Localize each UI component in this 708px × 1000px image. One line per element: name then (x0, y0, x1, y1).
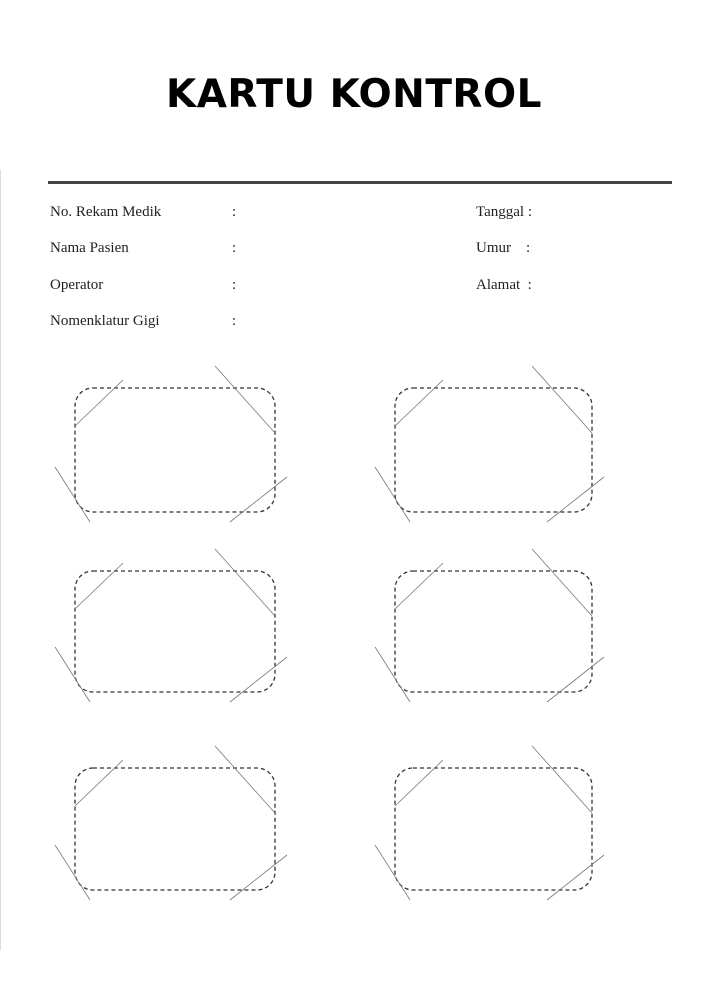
page-title: KARTU KONTROL (166, 72, 542, 117)
field-umur: Umur : (476, 240, 531, 256)
tooth-box (375, 746, 604, 900)
field-label: No. Rekam Medik (50, 204, 162, 220)
tooth-box (55, 746, 287, 900)
corner-guide-line (532, 366, 592, 433)
corner-guide-line (230, 477, 287, 522)
tooth-box (55, 549, 287, 702)
dashed-tooth-outline (395, 388, 592, 512)
corner-guide-line (215, 366, 275, 433)
corner-guide-line (75, 760, 123, 806)
field-label: Operator (50, 277, 104, 293)
dashed-tooth-outline (75, 768, 275, 890)
corner-guide-line (547, 855, 604, 900)
tooth-box (375, 549, 604, 702)
corner-guide-line (375, 647, 410, 702)
corner-guide-line (215, 746, 275, 813)
corner-guide-line (532, 746, 592, 813)
dashed-tooth-outline (395, 768, 592, 890)
dashed-tooth-outline (75, 571, 275, 692)
tooth-box (375, 366, 604, 522)
field-alamat: Alamat : (476, 277, 532, 293)
field-separator: : (232, 313, 237, 329)
corner-guide-line (55, 647, 90, 702)
corner-guide-line (75, 380, 123, 426)
corner-guide-line (230, 855, 287, 900)
corner-guide-line (532, 549, 592, 616)
tooth-box (55, 366, 287, 522)
corner-guide-line (395, 563, 443, 609)
corner-guide-line (395, 760, 443, 806)
field-separator: : (232, 204, 237, 220)
corner-guide-line (55, 467, 90, 522)
dashed-tooth-outline (75, 388, 275, 512)
corner-guide-line (75, 563, 123, 609)
field-separator: : (232, 277, 237, 293)
corner-guide-line (395, 380, 443, 426)
field-separator: : (232, 240, 237, 256)
corner-guide-line (375, 845, 410, 900)
corner-guide-line (375, 467, 410, 522)
field-tanggal: Tanggal : (476, 204, 533, 220)
dashed-tooth-outline (395, 571, 592, 692)
corner-guide-line (55, 845, 90, 900)
corner-guide-line (230, 657, 287, 702)
corner-guide-line (547, 657, 604, 702)
field-label: Nomenklatur Gigi (50, 313, 160, 329)
field-label: Nama Pasien (50, 240, 129, 256)
corner-guide-line (547, 477, 604, 522)
corner-guide-line (215, 549, 275, 616)
